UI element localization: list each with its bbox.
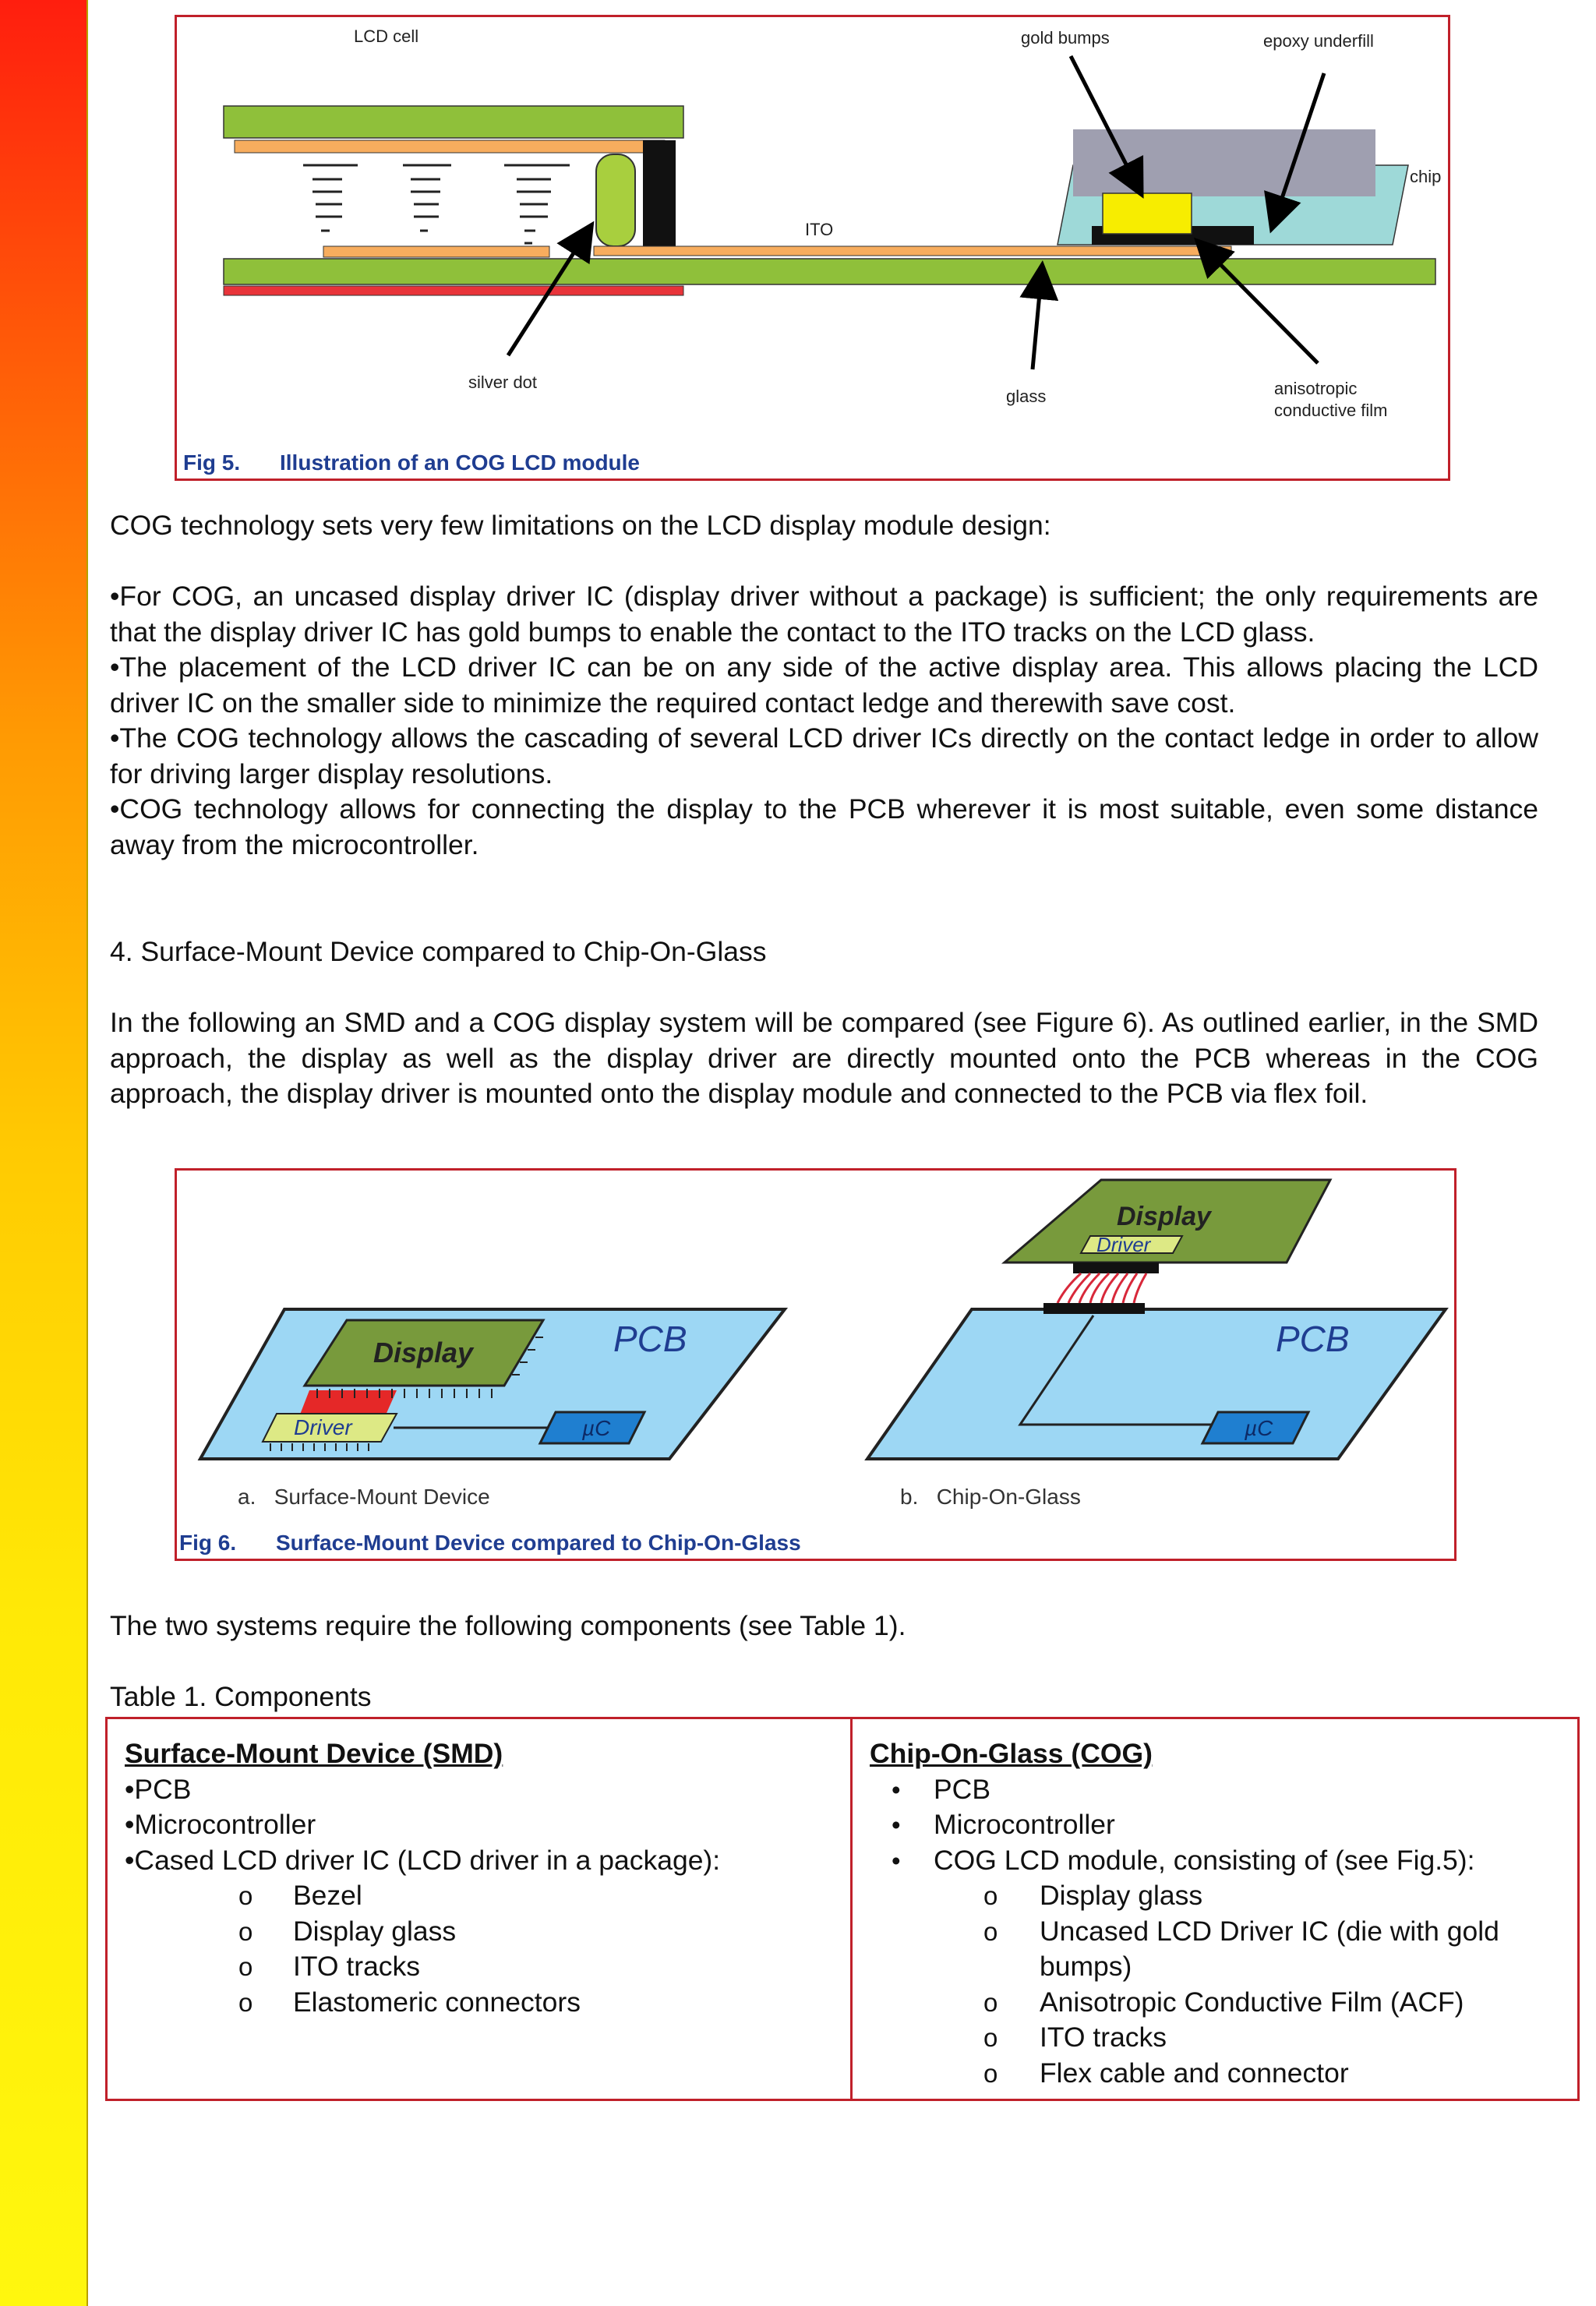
bottom-electrode xyxy=(323,246,549,257)
figure-6-title: Surface-Mount Device compared to Chip-On-Glass xyxy=(276,1531,801,1555)
smd-vs-cog-illustration xyxy=(177,1171,1454,1559)
smd-pcb-label: PCB xyxy=(613,1319,687,1359)
cog-subitem: o ITO tracks xyxy=(983,2022,1167,2053)
cog-driver-label: Driver xyxy=(1096,1233,1151,1256)
smd-subitem: o Display glass xyxy=(238,1915,457,1947)
silver-dot xyxy=(596,154,635,246)
bullet-4: •COG technology allows for connecting the display to the PCB wherever it is most suitable, even some distance away from the microcontroller. xyxy=(110,793,1538,860)
label-epoxy-underfill: epoxy underfill xyxy=(1263,31,1374,51)
cog-pcb-board-shape xyxy=(867,1309,1446,1459)
cog-subitem: o Uncased LCD Driver IC (die with gold xyxy=(983,1915,1499,1947)
intro-paragraph: COG technology sets very few limitations on the LCD display module design: xyxy=(110,510,1051,541)
label-lcd-cell: LCD cell xyxy=(354,26,419,46)
cog-item: • COG LCD module, consisting of (see Fig.5): xyxy=(892,1844,1475,1876)
cog-subitem: o Display glass xyxy=(983,1880,1203,1911)
label-acf-line2: conductive film xyxy=(1274,401,1388,420)
smd-subitem: o Bezel xyxy=(238,1880,362,1911)
bullet-3: •The COG technology allows the cascading of several LCD driver ICs directly on the contact ledge in order to allow for driving larger display resolutions. xyxy=(110,722,1538,789)
label-chip: chip xyxy=(1410,167,1442,186)
gold-bump xyxy=(1103,193,1192,234)
bullet-1: •For COG, an uncased display driver IC (display driver without a package) is sufficient; the only requirements are that the display driver IC has gold bumps to enable the contact to the ITO tracks on the LCD glass. xyxy=(110,581,1538,648)
cog-item: • PCB xyxy=(892,1773,990,1805)
cog-subitem: o Anisotropic Conductive Film (ACF) xyxy=(983,1986,1464,2018)
cog-pcb-connector xyxy=(1043,1303,1145,1314)
smd-subitem: o Elastomeric connectors xyxy=(238,1986,581,2018)
table-intro: The two systems require the following components (see Table 1). xyxy=(110,1610,906,1641)
figure-5 xyxy=(175,15,1450,481)
smd-display-label: Display xyxy=(373,1337,474,1368)
figure-6-number: Fig 6. xyxy=(179,1531,237,1555)
section-heading: 4. Surface-Mount Device compared to Chip-On-Glass xyxy=(110,936,767,967)
table-column-cog xyxy=(853,1719,1577,2099)
bottom-polarizer xyxy=(224,286,683,295)
bullet-2: •The placement of the LCD driver IC can be on any side of the active display area. This allows placing the LCD driver IC on the smaller side to minimize the required contact ledge and therewith save cost. xyxy=(110,652,1538,719)
smd-item-microcontroller: •Microcontroller xyxy=(125,1809,316,1840)
smd-heading: Surface-Mount Device (SMD) xyxy=(125,1738,503,1769)
label-acf-line1: anisotropic xyxy=(1274,379,1358,398)
label-ito: ITO xyxy=(805,220,834,239)
cog-subitem: o Flex cable and connector xyxy=(983,2057,1349,2089)
figure-5-caption xyxy=(183,450,640,475)
ito-track xyxy=(594,246,1231,256)
cog-display-label: Display xyxy=(1117,1202,1211,1231)
smd-driver-label: Driver xyxy=(294,1415,352,1439)
cog-lcd-module-illustration xyxy=(177,17,1448,479)
table-caption: Table 1. Components xyxy=(110,1681,372,1712)
chip-die xyxy=(1073,129,1375,196)
cog-heading: Chip-On-Glass (COG) xyxy=(870,1738,1153,1769)
components-table xyxy=(105,1717,1580,2101)
cog-sublabel: b. Chip-On-Glass xyxy=(900,1485,1081,1509)
table-column-smd xyxy=(108,1719,853,2099)
figure-5-title: Illustration of an COG LCD module xyxy=(280,450,640,475)
cog-subitem-continuation: bumps) xyxy=(1040,1951,1132,1982)
label-glass: glass xyxy=(1006,387,1047,406)
figure-6-caption xyxy=(179,1531,801,1556)
cog-uc-label: µC xyxy=(1245,1416,1273,1440)
comparison-paragraph: In the following an SMD and a COG display system will be compared (see Figure 6). As outlined earlier, in the SMD approach, the display as well as the display driver are directly mounted onto the PCB whereas in the COG approach, the display driver is mounted onto the display module and connected to the PCB via flex foil. xyxy=(110,1007,1538,1109)
smd-subitem: o ITO tracks xyxy=(238,1951,421,1982)
decorative-gradient-sidebar xyxy=(0,0,88,2306)
smd-uc-label: µC xyxy=(582,1416,611,1440)
cog-display-connector xyxy=(1073,1262,1159,1273)
label-gold-bumps: gold bumps xyxy=(1021,28,1110,48)
top-glass xyxy=(224,106,683,138)
seal xyxy=(643,140,676,256)
label-silver-dot: silver dot xyxy=(468,373,538,392)
smd-sublabel: a. Surface-Mount Device xyxy=(238,1485,490,1509)
figure-5-number: Fig 5. xyxy=(183,450,241,475)
cog-flex-cable xyxy=(1058,1273,1146,1303)
cog-item: • Microcontroller xyxy=(892,1809,1115,1840)
liquid-crystal-segments xyxy=(303,165,570,243)
smd-item-pcb: •PCB xyxy=(125,1773,192,1805)
top-ito-layer xyxy=(235,140,665,153)
cog-pcb-label: PCB xyxy=(1276,1319,1350,1359)
smd-item-driver: •Cased LCD driver IC (LCD driver in a package): xyxy=(125,1844,721,1876)
figure-6 xyxy=(175,1168,1457,1561)
bottom-glass xyxy=(224,259,1435,284)
